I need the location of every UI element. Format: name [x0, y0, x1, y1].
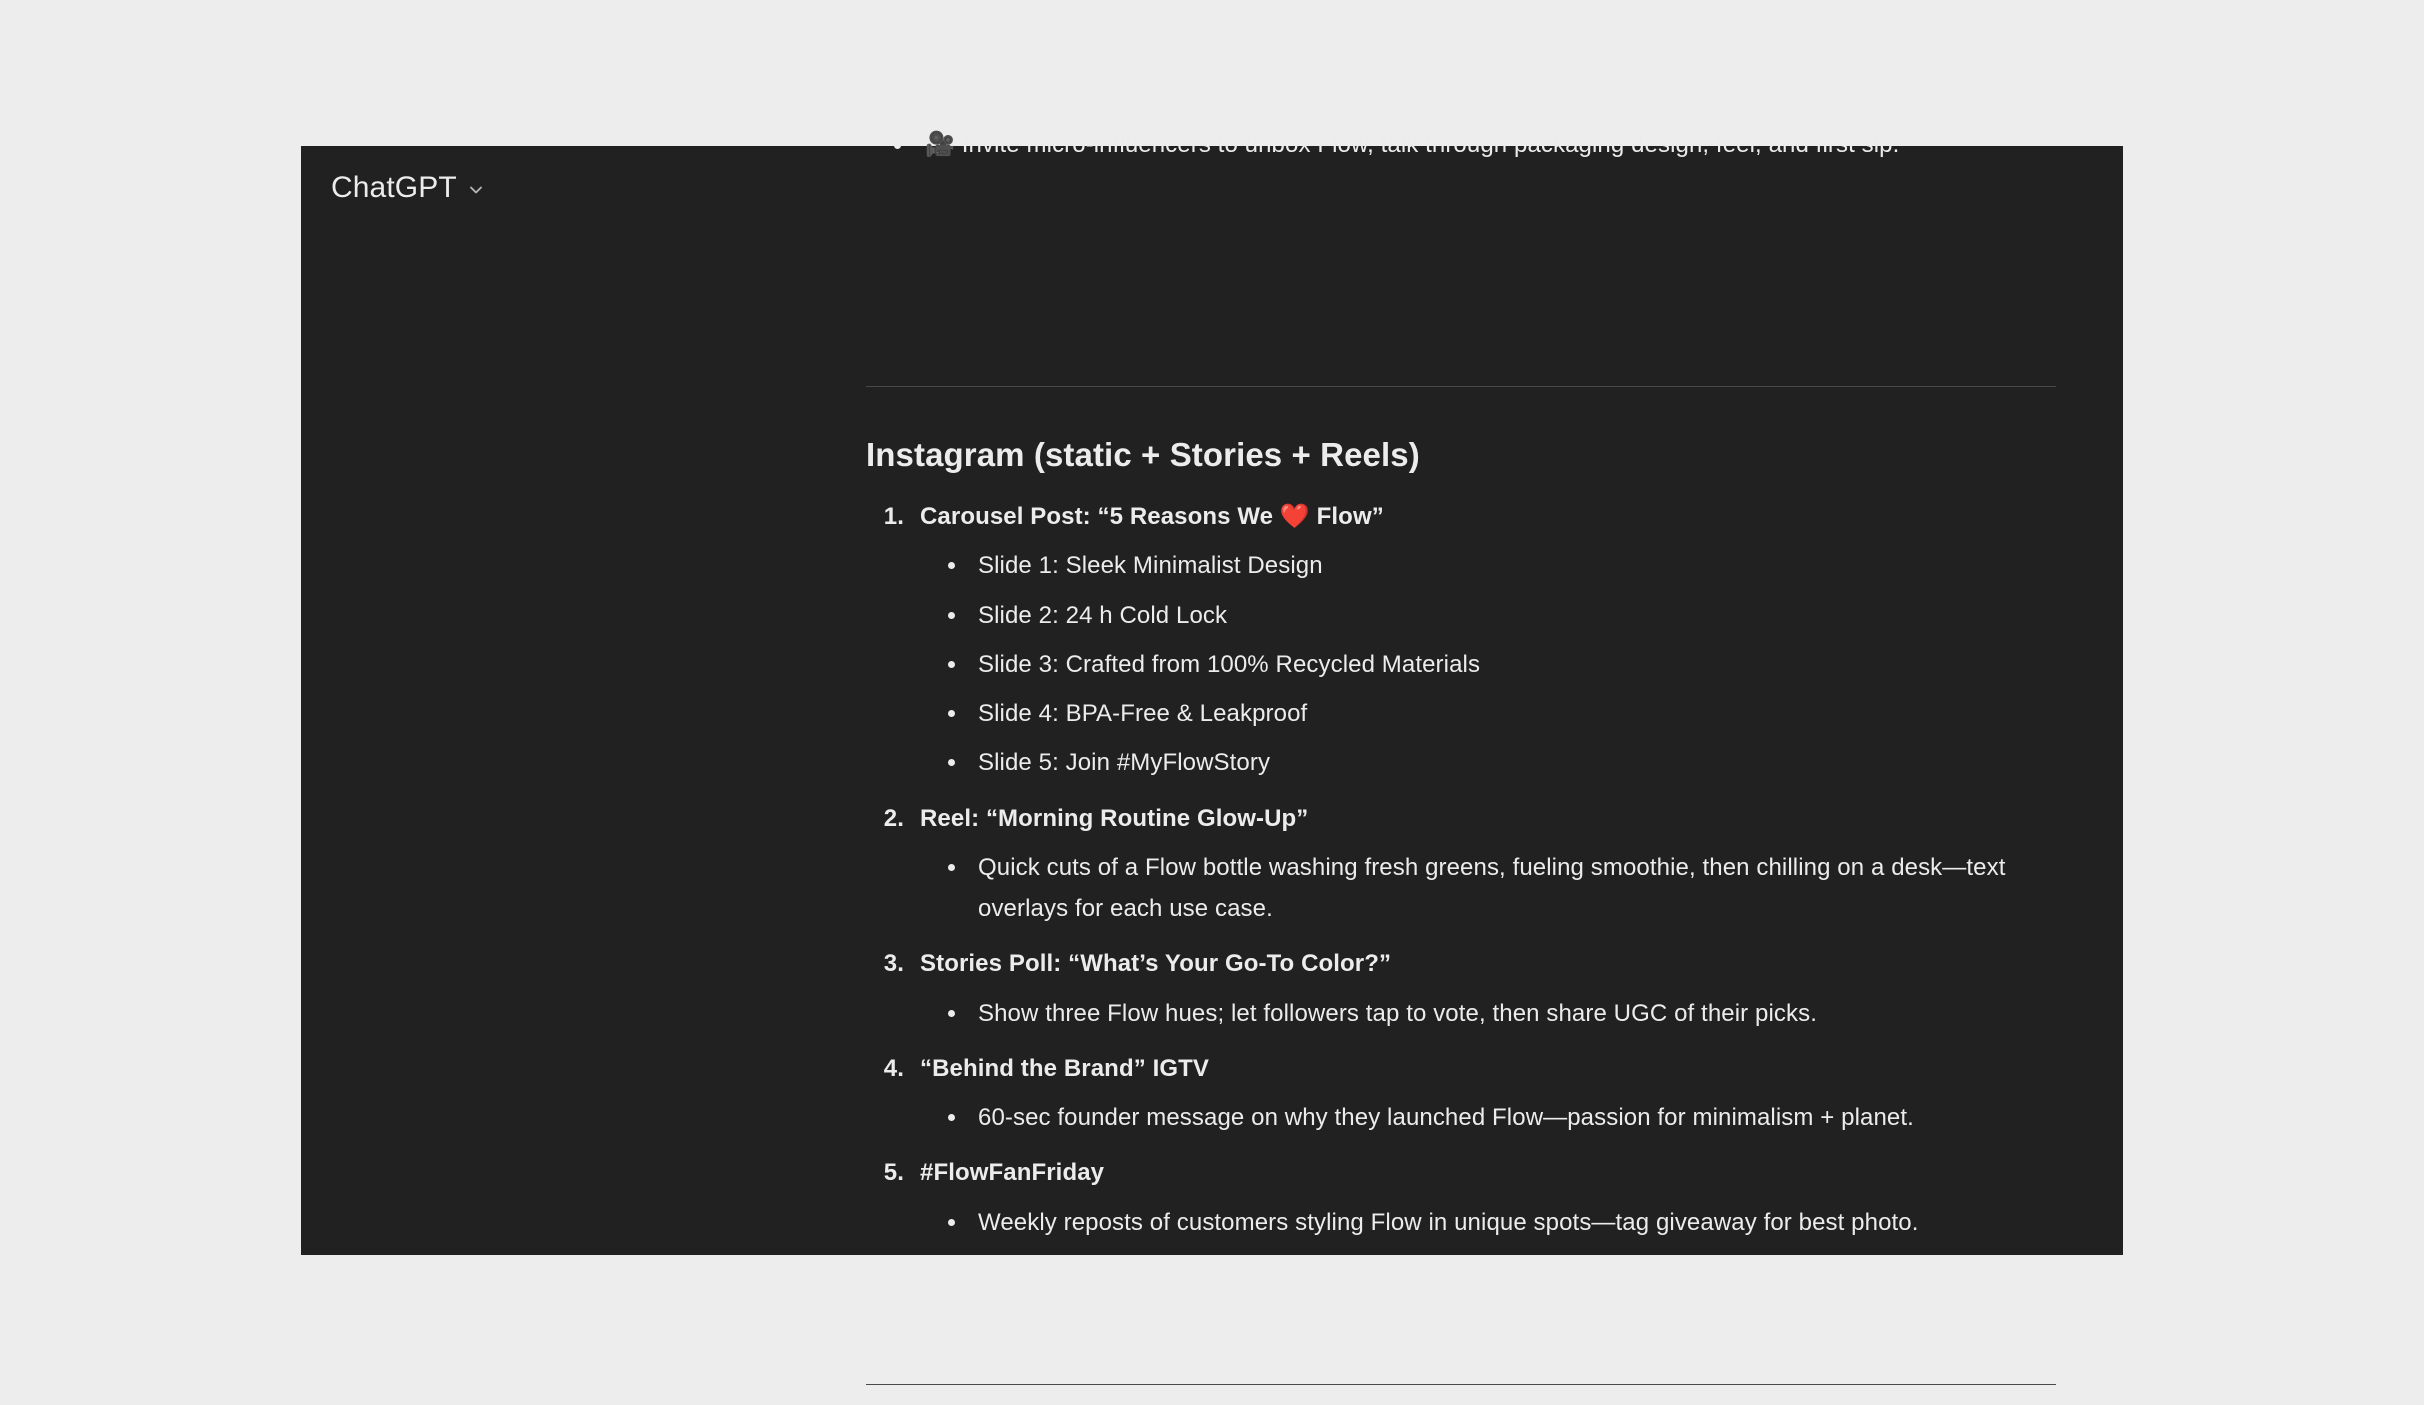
section-divider-bottom: [866, 1384, 2056, 1385]
instagram-outline-list: [866, 496, 2056, 1257]
list-item: Slide 4: BPA-Free & Leakproof: [920, 693, 2056, 734]
list-item: [866, 124, 2056, 165]
conversation-scroll-area[interactable]: [301, 131, 2123, 1255]
outline-title: Reel: “Morning Routine Glow-Up”: [920, 804, 1309, 832]
sub-list: [920, 993, 2056, 1034]
outline-number: 2.: [883, 804, 904, 832]
chat-window: [301, 131, 2123, 1255]
outline-item-2: [866, 798, 2056, 930]
model-switcher-button[interactable]: [317, 165, 500, 211]
sub-list: [920, 1097, 2056, 1138]
list-item: Weekly reposts of customers styling Flow in unique spots—tag giveaway for best photo.: [920, 1202, 2056, 1243]
list-item: Quick cuts of a Flow bottle washing fresh greens, fueling smoothie, then chilling on a desk—text overlays for each use case.: [920, 847, 2056, 930]
section-divider-top: [866, 386, 2056, 387]
chevron-down-icon: [466, 180, 486, 200]
outline-number: 4.: [883, 1054, 904, 1082]
model-name-label: ChatGPT: [331, 171, 457, 204]
sub-list: [920, 1202, 2056, 1243]
clipped-message-block: [866, 124, 2056, 165]
outline-number: 1.: [883, 503, 904, 530]
clipped-bullet-list: [866, 124, 2056, 165]
list-item: Show three Flow hues; let followers tap to vote, then share UGC of their picks.: [920, 993, 2056, 1034]
outline-title: #FlowFanFriday: [920, 1159, 1105, 1187]
outline-item-4: [866, 1048, 2056, 1139]
list-item: Slide 3: Crafted from 100% Recycled Materials: [920, 644, 2056, 685]
section-heading: Instagram (static + Stories + Reels): [866, 436, 1420, 473]
outline-item-5: [866, 1152, 2056, 1243]
outline-number: 5.: [883, 1159, 904, 1187]
outline-title: Carousel Post: “5 Reasons We ❤️ Flow”: [920, 503, 1384, 530]
outline-item-1: [866, 496, 2056, 784]
video-camera-icon: 🎥: [925, 131, 955, 158]
outline-title: “Behind the Brand” IGTV: [920, 1054, 1209, 1082]
outline-title: Stories Poll: “What’s Your Go-To Color?”: [920, 950, 1392, 978]
outline-number: 3.: [883, 950, 904, 978]
list-item: Slide 5: Join #MyFlowStory: [920, 742, 2056, 783]
sub-list: [920, 847, 2056, 930]
sub-list: [920, 545, 2056, 783]
outline-item-3: [866, 943, 2056, 1034]
list-item: Slide 2: 24 h Cold Lock: [920, 595, 2056, 636]
list-item: Slide 1: Sleek Minimalist Design: [920, 545, 2056, 586]
list-item: 60-sec founder message on why they launched Flow—passion for minimalism + planet.: [920, 1097, 2056, 1138]
list-item-text: Invite micro-influencers to unbox Flow, talk through packaging design, feel, and first sip.: [961, 131, 1900, 158]
